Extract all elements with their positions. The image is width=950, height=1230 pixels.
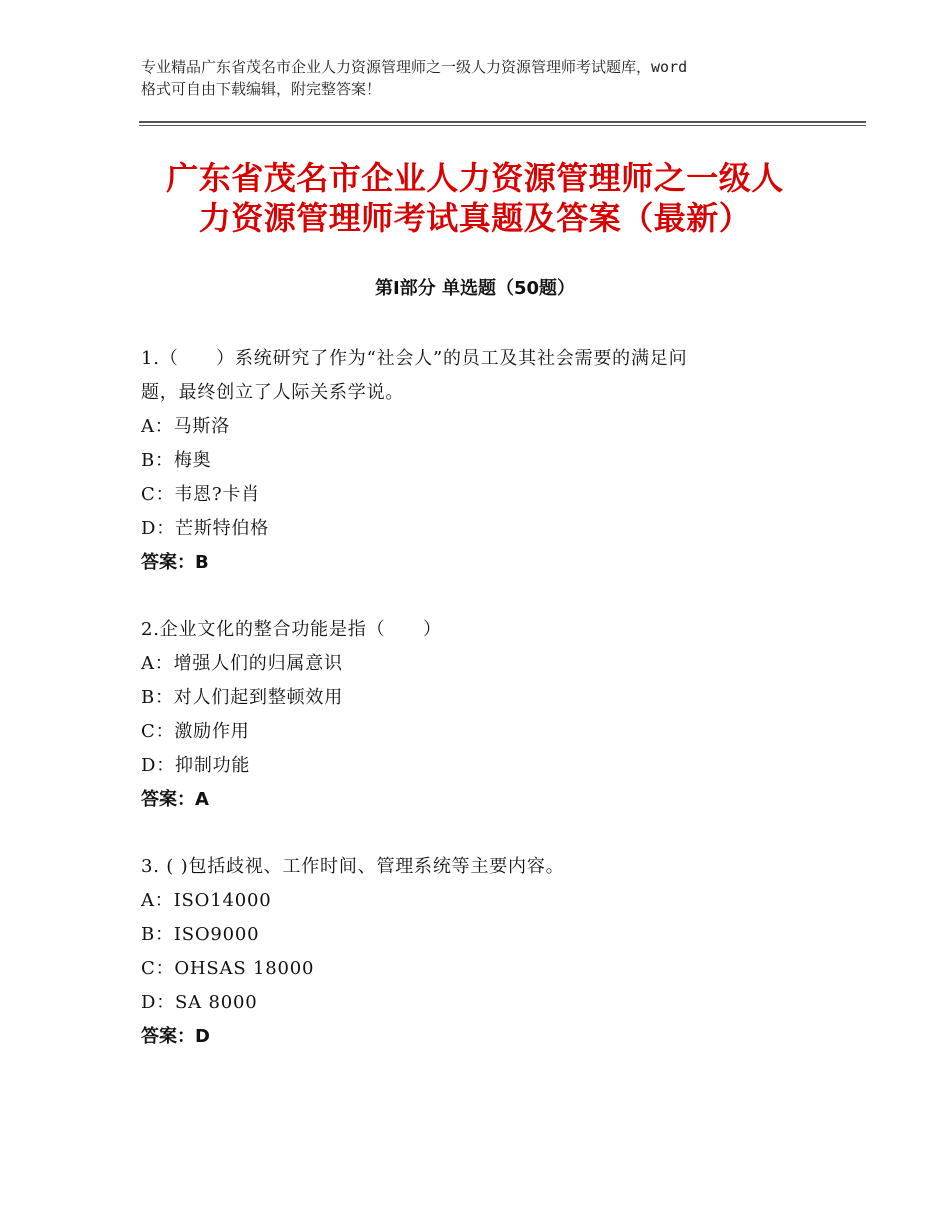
option-b: B：梅奥 bbox=[141, 450, 212, 471]
header-note-line-2: 格式可自由下载编辑，附完整答案！ bbox=[141, 80, 382, 98]
question-text bbox=[141, 613, 821, 647]
header-divider-thin bbox=[139, 125, 866, 126]
option-a: A：增强人们的归属意识 bbox=[141, 653, 343, 674]
option-a: A：马斯洛 bbox=[141, 416, 230, 437]
document-title-line-1: 广东省茂名市企业人力资源管理师之一级人 bbox=[166, 159, 784, 197]
option-d: D：芒斯特伯格 bbox=[141, 518, 270, 539]
section-heading: 第Ⅰ部分 单选题（50题） bbox=[374, 278, 575, 299]
question-text-line-1: 2.企业文化的整合功能是指（ ） bbox=[141, 619, 442, 640]
option-b: B：对人们起到整顿效用 bbox=[141, 687, 344, 708]
option-c: C：激励作用 bbox=[141, 721, 250, 742]
option-c: C：韦恩?卡肖 bbox=[141, 484, 261, 505]
question-list bbox=[141, 342, 821, 1087]
option-d: D：抑制功能 bbox=[141, 755, 251, 776]
question-text-line-2: 题，最终创立了人际关系学说。 bbox=[141, 382, 405, 403]
option-c: C：OHSAS 18000 bbox=[141, 958, 315, 979]
header-note-line-1: 专业精品广东省茂名市企业人力资源管理师之一级人力资源管理师考试题库，word bbox=[141, 58, 688, 76]
option-d: D：SA 8000 bbox=[141, 992, 258, 1013]
question-text bbox=[141, 342, 821, 410]
document-title-line-2: 力资源管理师考试真题及答案（最新） bbox=[198, 199, 752, 237]
question-text-line-1: 3. ( )包括歧视、工作时间、管理系统等主要内容。 bbox=[141, 856, 565, 877]
header-divider-thick bbox=[139, 121, 866, 123]
answer-label: 答案：D bbox=[141, 1026, 210, 1047]
question-text-line-1: 1.（ ）系统研究了作为“社会人”的员工及其社会需要的满足问 bbox=[141, 348, 688, 369]
question-1 bbox=[141, 342, 821, 580]
question-text bbox=[141, 850, 821, 884]
answer-label: 答案：B bbox=[141, 552, 209, 573]
question-2 bbox=[141, 613, 821, 817]
question-3 bbox=[141, 850, 821, 1054]
option-a: A：ISO14000 bbox=[141, 890, 272, 911]
document-title bbox=[100, 158, 850, 238]
answer-label: 答案：A bbox=[141, 789, 209, 810]
header-note bbox=[141, 56, 841, 100]
option-b: B：ISO9000 bbox=[141, 924, 260, 945]
